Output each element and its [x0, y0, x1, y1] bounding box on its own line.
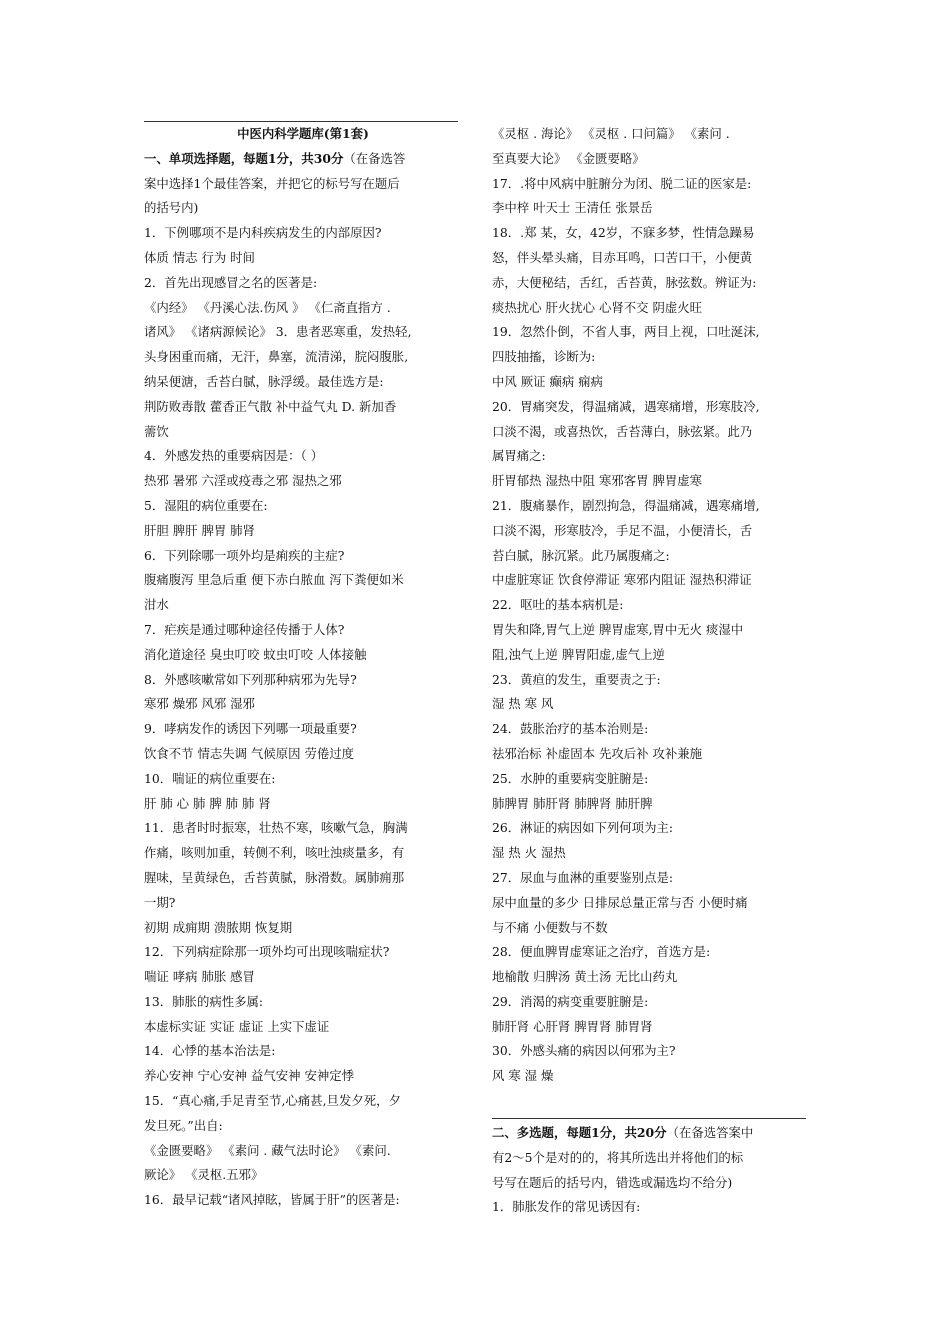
text-line: 17．.将中风病中脏腑分为闭、脱二证的医家是:: [492, 175, 752, 191]
text-line: 肺肝肾 心肝肾 脾胃肾 肺胃肾: [492, 1018, 653, 1034]
text-line: 10．喘证的病位重要在:: [144, 770, 276, 786]
section-rule-right: [492, 1118, 806, 1119]
text-line: 腥味，呈黄绿色，舌苔黄腻，脉滑数。属肺痈那: [144, 869, 405, 885]
text-line: 7．疟疾是通过哪种途径传播于人体?: [144, 621, 345, 637]
text-line: 体质 情志 行为 时间: [144, 249, 255, 265]
text-line: 《内经》 《丹溪心法.伤风 》 《仁斋直指方 .: [144, 299, 391, 315]
text-line: 25．水肿的重要病变脏腑是:: [492, 770, 649, 786]
text-line: 16．最早记载“诸风掉眩，皆属于肝”的医著是:: [144, 1192, 400, 1208]
text-line: 口淡不渴，或喜热饮，舌苔薄白，脉弦紧。此乃: [492, 423, 753, 439]
text-line: 口淡不渴，形寒肢冷，手足不温，小便清长，舌: [492, 522, 753, 538]
text-line: 湿 热 寒 风: [492, 696, 554, 712]
section2-heading: 二、多选题，每题1分，共20分: [492, 1125, 667, 1140]
text-line: 15．“真心痛,手足青至节,心痛甚,旦发夕死，夕: [144, 1093, 401, 1109]
left-column: [144, 122, 462, 1213]
text-line: 27．尿血与血淋的重要鉴别点是:: [492, 869, 674, 885]
text-line: 1．肺胀发作的常见诱因有:: [492, 1199, 641, 1215]
text-line: 30．外感头痛的病因以何邪为主?: [492, 1043, 676, 1059]
text-line: 泔水: [144, 597, 169, 613]
section2-note: （在备选答案中: [666, 1125, 754, 1140]
text-line: 中风 厥证 癫病 痫病: [492, 373, 603, 389]
text-line: 发旦死。”出自:: [144, 1117, 223, 1133]
text-line: 一期?: [144, 894, 176, 910]
text-line: 李中梓 叶天士 王清任 张景岳: [492, 200, 653, 216]
text-line: 腹痛腹泻 里急后重 便下赤白脓血 泻下粪便如米: [144, 572, 404, 588]
text-line: 的括号内): [144, 200, 199, 216]
text-line: 荆防败毒散 藿香正气散 补中益气丸 D. 新加香: [144, 398, 397, 414]
text-line: 14．心悸的基本治法是:: [144, 1043, 276, 1059]
text-line: 怒，伴头晕头痛，目赤耳鸣，口苦口干，小便黄: [492, 249, 753, 265]
text-line: 祛邪治标 补虚固本 先攻后补 攻补兼施: [492, 745, 703, 761]
text-line: 肝胆 脾肝 脾胃 肺肾: [144, 522, 255, 538]
text-line: 19．忽然仆倒，不省人事，两目上视，口吐涎沫,: [492, 324, 760, 340]
text-line: 《金匮要略》 《素问 . 藏气法时论》 《素问.: [144, 1142, 391, 1158]
text-line: 28．便血脾胃虚寒证之治疗，首选方是:: [492, 944, 711, 960]
text-line: 18．.郑 某，女，42岁，不寐多梦，性情急躁易: [492, 225, 755, 241]
text-line: 阻,浊气上逆 脾胃阳虚,虚气上逆: [492, 646, 665, 662]
text-line: 20．胃痛突发，得温痛减，遇寒痛增，形寒肢冷,: [492, 398, 760, 414]
text-line: 8．外感咳嗽常如下列那种病邪为先导?: [144, 671, 357, 687]
text-line: 四肢抽搐，诊断为:: [492, 349, 596, 365]
section1-note: （在备选答: [343, 150, 406, 166]
text-line: 与不痛 小便数与不数: [492, 919, 608, 935]
text-line: 喘证 哮病 肺胀 感冒: [144, 969, 255, 985]
text-line: 赤，大便秘结，舌红，舌苔黄，脉弦数。辨证为:: [492, 274, 757, 290]
text-line: 11．患者时时振寒，壮热不寒，咳嗽气急，胸满: [144, 820, 408, 836]
text-line: 风 寒 湿 燥: [492, 1068, 554, 1084]
text-line: 12．下列病症除那一项外均可出现咳喘症状?: [144, 944, 390, 960]
text-line: 作痛，咳则加重，转侧不利，咳吐浊痰量多，有: [144, 845, 405, 861]
text-line: 24．鼓胀治疗的基本治则是:: [492, 721, 649, 737]
text-line: 厥论》 《灵枢.五邪》: [144, 1167, 264, 1183]
text-line: 4．外感发热的重要病因是：（ ）: [144, 448, 324, 464]
text-line: 有2～5个是对的的，将其所选出并将他们的标: [492, 1149, 744, 1165]
text-line: 1．下例哪项不是内科疾病发生的内部原因?: [144, 225, 382, 241]
text-line: 尿中血量的多少 日排尿总量正常与否 小便时痛: [492, 894, 748, 910]
text-line: 属胃痛之:: [492, 448, 546, 464]
text-line: 痰热扰心 肝火扰心 心肾不交 阴虚火旺: [492, 299, 703, 315]
text-line: 号写在题后的括号内，错选或漏选均不给分): [492, 1174, 733, 1190]
text-line: 6．下列除哪一项外均是痢疾的主症?: [144, 547, 345, 563]
text-line: 2．首先出现感冒之名的医著是:: [144, 274, 318, 290]
text-line: 薷饮: [144, 423, 169, 439]
text-line: 中虚脏寒证 饮食停滞证 寒邪内阻证 湿热积滞证: [492, 572, 752, 588]
text-line: 肺脾胃 肺肝肾 肺脾肾 肺肝脾: [492, 795, 653, 811]
text-line: 诸风》 《诸病源候论》 3．患者恶寒重，发热轻,: [144, 324, 412, 340]
text-line: 23．黄疸的发生，重要责之于:: [492, 671, 661, 687]
text-line: 肝胃郁热 湿热中阻 寒邪客胃 脾胃虚寒: [492, 473, 703, 489]
text-line: 至真要大论》 《金匮要略》: [492, 150, 645, 166]
text-line: 初期 成痈期 溃脓期 恢复期: [144, 919, 293, 935]
text-line: 胃失和降,胃气上逆 脾胃虚寒,胃中无火 痰湿中: [492, 621, 744, 637]
text-line: 5．湿阻的病位重要在:: [144, 497, 268, 513]
text-line: 22．呕吐的基本病机是:: [492, 597, 624, 613]
text-line: 29．消渴的病变重要脏腑是:: [492, 993, 649, 1009]
text-line: 13．肺胀的病性多属:: [144, 993, 264, 1009]
text-line: 肝 肺 心 肺 脾 肺 肺 肾: [144, 795, 271, 811]
text-line: 案中选择1个最佳答案，并把它的标号写在题后: [144, 175, 400, 191]
text-line: 21．腹痛暴作，剧烈拘急，得温痛减，遇寒痛增,: [492, 497, 760, 513]
text-line: 纳呆便溏，舌苔白腻，脉浮缓。最佳选方是:: [144, 373, 384, 389]
text-line: 苔白腻，脉沉紧。此乃属腹痛之:: [492, 547, 670, 563]
text-line: 《灵枢 . 海论》 《灵枢 . 口问篇》 《素问 .: [492, 126, 730, 141]
text-line: 湿 热 火 湿热: [492, 845, 566, 861]
section2-block: [492, 1121, 810, 1220]
text-line: 养心安神 宁心安神 益气安神 安神定悸: [144, 1068, 355, 1084]
section1-heading-line: [144, 147, 462, 172]
text-line: 本虚标实证 实证 虚证 上实下虚证: [144, 1018, 330, 1034]
text-line: 地榆散 归脾汤 黄土汤 无比山药丸: [492, 969, 678, 985]
right-column: [492, 122, 810, 1089]
text-line: 热邪 暑邪 六淫或疫毒之邪 湿热之邪: [144, 473, 342, 489]
text-line: 9．哮病发作的诱因下列哪一项最重要?: [144, 721, 357, 737]
document-title: 中医内科学题库(第1套): [237, 126, 369, 141]
text-line: 饮食不节 情志失调 气候原因 劳倦过度: [144, 745, 355, 761]
text-line: 26．淋证的病因如下列何项为主:: [492, 820, 674, 836]
section2-heading-line: [492, 1121, 810, 1146]
text-line: 头身困重而痛，无汗，鼻塞，流清涕，脘闷腹胀,: [144, 349, 409, 365]
text-line: 消化道途径 臭虫叮咬 蚊虫叮咬 人体接触: [144, 646, 367, 662]
text-line: 寒邪 燥邪 风邪 湿邪: [144, 696, 255, 712]
section1-heading: 一、单项选择题，每题1分，共30分: [144, 150, 344, 166]
